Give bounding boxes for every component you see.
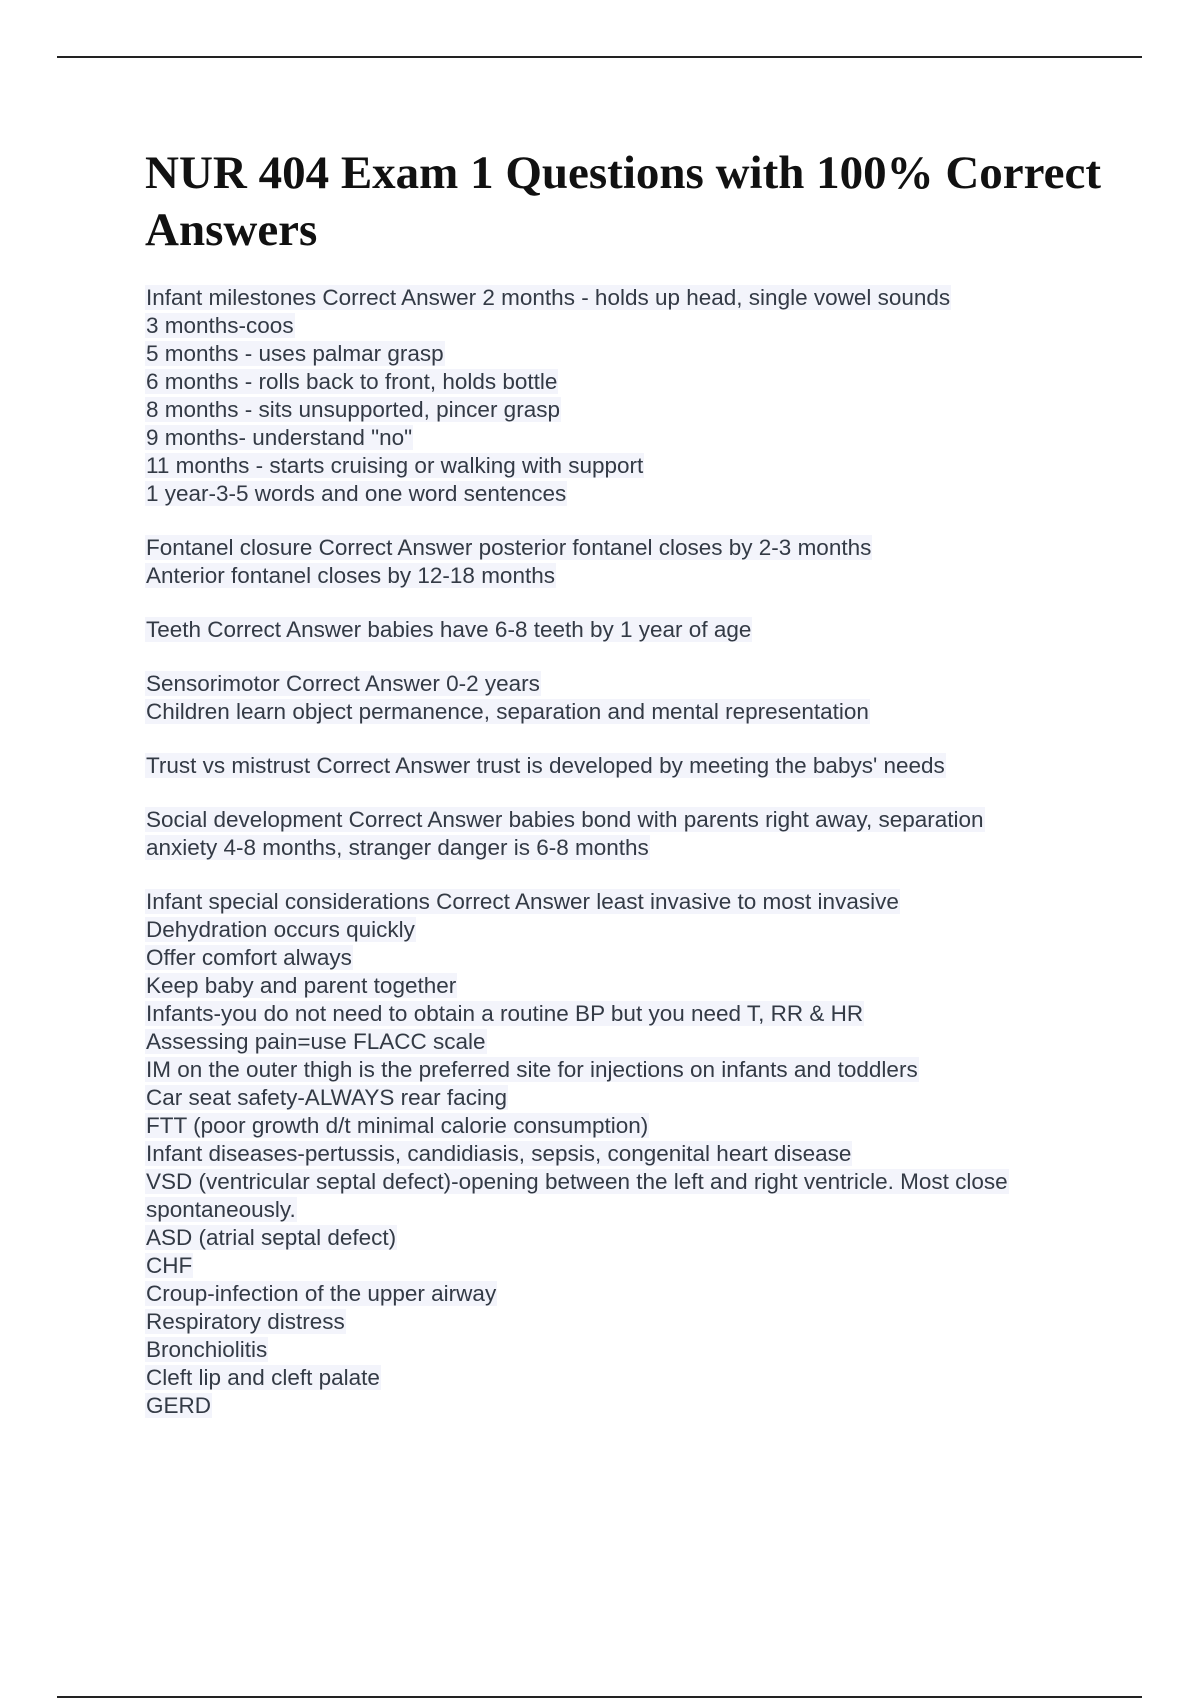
- entry-line: [145, 616, 1145, 644]
- entry-line: [145, 834, 1145, 862]
- footer-rule: [57, 1696, 1142, 1698]
- entry-line-text: 9 months- understand "no": [146, 425, 413, 450]
- entry-line: [145, 534, 1145, 562]
- entry-line-text: spontaneously.: [146, 1197, 296, 1222]
- entry-line: [145, 1168, 1145, 1196]
- entry-line-text: IM on the outer thigh is the preferred site for injections on infants and toddlers: [146, 1057, 918, 1082]
- entry-line-text: Bronchiolitis: [146, 1337, 268, 1362]
- entry-line-text: Sensorimotor Correct Answer 0-2 years: [146, 671, 540, 696]
- entry-line-text: ASD (atrial septal defect): [146, 1225, 397, 1250]
- entry-line-text: 6 months - rolls back to front, holds bottle: [146, 369, 558, 394]
- qa-entry: [145, 670, 1145, 726]
- entry-line-text: Offer comfort always: [146, 945, 352, 970]
- entry-line: [145, 424, 1145, 452]
- entry-line: [145, 1084, 1145, 1112]
- entry-line-text: 8 months - sits unsupported, pincer grasp: [146, 397, 560, 422]
- entry-line: [145, 1392, 1145, 1420]
- entry-line: [145, 562, 1145, 590]
- entry-line-text: 5 months - uses palmar grasp: [146, 341, 444, 366]
- entry-line-text: 11 months - starts cruising or walking with support: [146, 453, 644, 478]
- entry-line-text: Infant diseases-pertussis, candidiasis, sepsis, congenital heart disease: [146, 1141, 852, 1166]
- entry-line: [145, 1112, 1145, 1140]
- entry-line: [145, 340, 1145, 368]
- entry-line-text: Respiratory distress: [146, 1309, 345, 1334]
- entry-line: [145, 752, 1145, 780]
- qa-entry: [145, 616, 1145, 644]
- entry-line: [145, 368, 1145, 396]
- document-body: [145, 284, 1145, 1446]
- entry-line: [145, 972, 1145, 1000]
- entry-line-text: Croup-infection of the upper airway: [146, 1281, 497, 1306]
- entry-line: [145, 1224, 1145, 1252]
- entry-line: [145, 396, 1145, 424]
- entry-line-text: Dehydration occurs quickly: [146, 917, 415, 942]
- entry-line-text: Cleft lip and cleft palate: [146, 1365, 380, 1390]
- entry-line-text: 1 year-3-5 words and one word sentences: [146, 481, 567, 506]
- entry-line: [145, 1336, 1145, 1364]
- entry-line: [145, 1308, 1145, 1336]
- entry-line: [145, 480, 1145, 508]
- entry-line: [145, 944, 1145, 972]
- entry-line: [145, 1364, 1145, 1392]
- entry-line-text: Anterior fontanel closes by 12-18 months: [146, 563, 555, 588]
- qa-entry: [145, 806, 1145, 862]
- qa-entry: [145, 888, 1145, 1420]
- entry-line: [145, 1196, 1145, 1224]
- entry-line-text: VSD (ventricular septal defect)-opening between the left and right ventricle. Most close: [146, 1169, 1008, 1194]
- qa-entry: [145, 284, 1145, 508]
- entry-line-text: Assessing pain=use FLACC scale: [146, 1029, 486, 1054]
- entry-line: [145, 1000, 1145, 1028]
- entry-line-text: Trust vs mistrust Correct Answer trust is developed by meeting the babys' needs: [146, 753, 945, 778]
- document-title: NUR 404 Exam 1 Questions with 100% Correct Answers: [145, 147, 1102, 256]
- entry-line: [145, 670, 1145, 698]
- entry-line-text: CHF: [146, 1253, 193, 1278]
- entry-line-text: Teeth Correct Answer babies have 6-8 teeth by 1 year of age: [146, 617, 752, 642]
- entry-line: [145, 698, 1145, 726]
- entry-line: [145, 1056, 1145, 1084]
- entry-line-text: FTT (poor growth d/t minimal calorie consumption): [146, 1113, 649, 1138]
- entry-line: [145, 916, 1145, 944]
- entry-line-text: Children learn object permanence, separation and mental representation: [146, 699, 869, 724]
- qa-entry: [145, 534, 1145, 590]
- header-rule: [57, 56, 1142, 58]
- entry-line-text: Fontanel closure Correct Answer posterior fontanel closes by 2-3 months: [146, 535, 872, 560]
- entry-line: [145, 1280, 1145, 1308]
- entry-line-text: 3 months-coos: [146, 313, 294, 338]
- entry-line: [145, 312, 1145, 340]
- entry-line: [145, 806, 1145, 834]
- entry-line: [145, 1028, 1145, 1056]
- entry-line-text: Social development Correct Answer babies bond with parents right away, separation: [146, 807, 984, 832]
- entry-line-text: Infants-you do not need to obtain a routine BP but you need T, RR & HR: [146, 1001, 864, 1026]
- entry-line-text: Infant special considerations Correct Answer least invasive to most invasive: [146, 889, 899, 914]
- qa-entry: [145, 752, 1145, 780]
- entry-line-text: Car seat safety-ALWAYS rear facing: [146, 1085, 507, 1110]
- entry-line-text: Infant milestones Correct Answer 2 months - holds up head, single vowel sounds: [146, 285, 951, 310]
- entry-line-text: Keep baby and parent together: [146, 973, 457, 998]
- entry-line-text: anxiety 4-8 months, stranger danger is 6-8 months: [146, 835, 649, 860]
- entry-line: [145, 1140, 1145, 1168]
- entry-line-text: GERD: [146, 1393, 212, 1418]
- entry-line: [145, 888, 1145, 916]
- entry-line: [145, 284, 1145, 312]
- entry-line: [145, 452, 1145, 480]
- entry-line: [145, 1252, 1145, 1280]
